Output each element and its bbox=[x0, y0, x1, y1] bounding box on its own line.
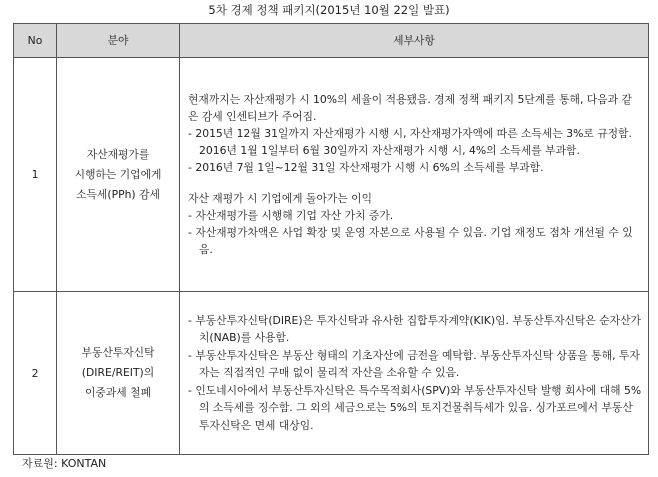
field-line: (DIRE/REIT)의 bbox=[81, 366, 155, 379]
table-row bbox=[14, 58, 649, 292]
header-no: No bbox=[14, 24, 57, 58]
row-detail bbox=[180, 292, 649, 455]
detail-bullet: - 2015년 12월 31일까지 자산재평가 시행 시, 자산재평가자액에 따른 소득세는 3%로 규정함. 2016년 1월 1일부터 6월 30일까지 자산재평가 시행 시, 4%의 소득세를 부과함. bbox=[188, 126, 632, 158]
field-line: 소득세(PPh) 감세 bbox=[76, 187, 160, 201]
detail-intro: 현재까지는 자산재평가 시 10%의 세율이 적용됐음. 경제 정책 패키지 5단계를 통해, 다음과 같은 감세 인센티브가 주어짐. bbox=[188, 92, 632, 123]
header-detail: 세부사항 bbox=[180, 24, 649, 58]
field-line: 부동산투자신탁 bbox=[81, 346, 155, 359]
table-row bbox=[14, 292, 649, 455]
row-number: 1 bbox=[14, 58, 57, 292]
detail-bullet: - 부동산투자신탁은 부동산 형태의 기초자산에 금전을 예탁함. 부동산투자신탁 상품을 통해, 투자자는 직접적인 구매 없이 물리적 자산을 소유할 수 있음. bbox=[188, 348, 640, 380]
detail-bullet: - 인도네시아에서 부동산투자신탁은 특수목적회사(SPV)와 부동산투자신탁 발행 회사에 대해 5%의 소득세를 징수함. 그 외의 세금으로는 5%의 토지건물취득세가 있음. 싱가포르에서 부동산투자신탁은 면세 대상임. bbox=[188, 383, 642, 432]
source-note: 자료원: KONTAN bbox=[22, 457, 107, 470]
detail-bullet: - 부동산투자신탁(DIRE)은 투자신탁과 유사한 집합투자계약(KIK)임. 부동산투자신탁은 순자산가치(NAB)를 사용함. bbox=[188, 313, 641, 345]
field-line: 이중과세 철폐 bbox=[84, 386, 151, 399]
row-field bbox=[57, 292, 180, 455]
detail-bullet: - 자산재평가를 시행해 기업 자산 가치 증가. bbox=[188, 208, 394, 222]
field-line: 시행하는 기업에게 bbox=[74, 167, 162, 181]
document-title: 5차 경제 정책 패키지(2015년 10월 22일 발표) bbox=[208, 3, 450, 17]
detail-bullet: - 자산재평가차액은 사업 확장 및 운영 자본으로 사용될 수 있음. 기업 재정도 점차 개선될 수 있음. bbox=[188, 226, 633, 257]
row-detail bbox=[180, 58, 649, 292]
table-header-row bbox=[14, 24, 649, 58]
field-line: 자산재평가를 bbox=[86, 147, 150, 161]
policy-package-table bbox=[13, 23, 649, 455]
detail-bullet: - 2016년 7월 1일~12월 31일 자산재평가 시행 시 6%의 소득세를 부과함. bbox=[188, 161, 544, 175]
row-field bbox=[57, 58, 180, 292]
header-field: 분야 bbox=[57, 24, 180, 58]
detail-subheading: 자산 재평가 시 기업에게 돌아가는 이익 bbox=[188, 191, 373, 205]
row-number: 2 bbox=[14, 292, 57, 455]
